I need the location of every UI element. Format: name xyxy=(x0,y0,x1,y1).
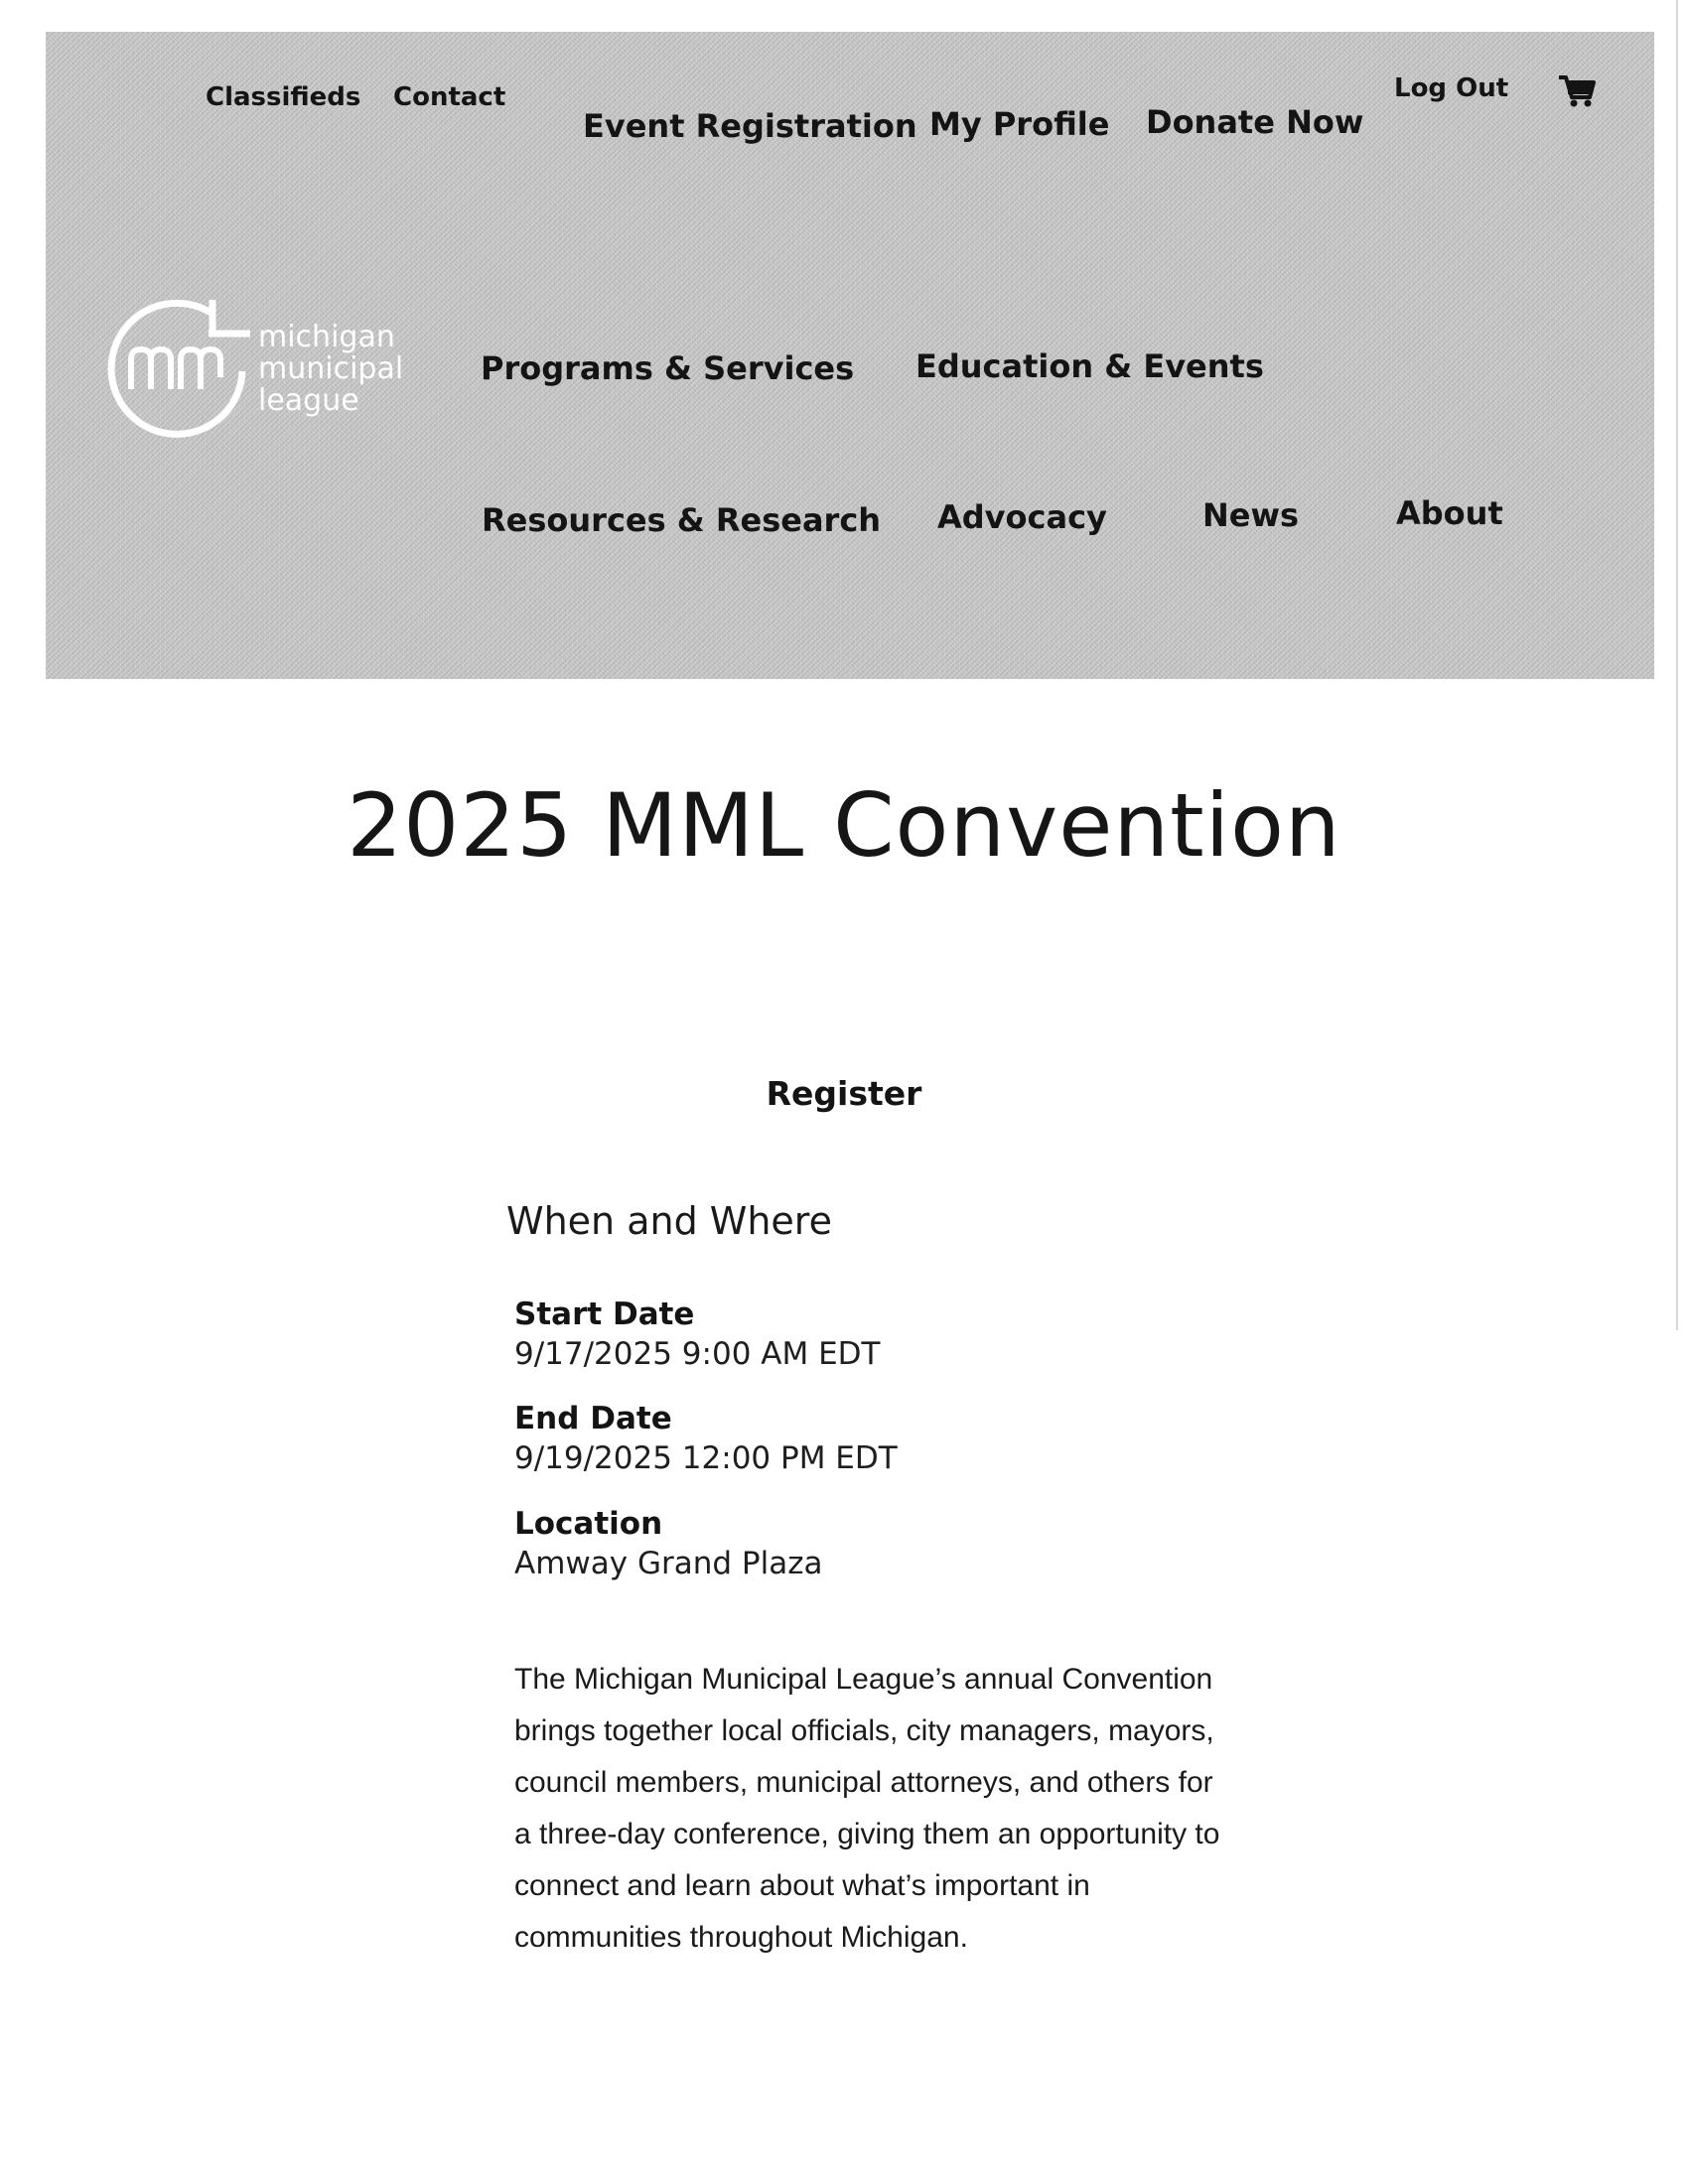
nav-my-profile[interactable]: My Profile xyxy=(929,105,1110,143)
scan-edge xyxy=(1676,0,1678,1330)
log-out-link[interactable]: Log Out xyxy=(1394,73,1509,103)
location-value: Amway Grand Plaza xyxy=(514,1546,823,1581)
event-description: The Michigan Municipal League’s annual Convention brings together local officials, city managers, mayors, council members, municipal attorneys, and others for a three-day conference, giving them an opportunity to connect and learn about what’s important in communities throughout Michigan. xyxy=(514,1663,1220,1954)
location-label: Location xyxy=(514,1506,663,1542)
site-logo[interactable] xyxy=(103,294,441,453)
register-button[interactable]: Register xyxy=(766,1074,922,1113)
logo-wordmark xyxy=(258,322,403,417)
nav-resources-research[interactable]: Resources & Research xyxy=(482,501,882,539)
logo-text-line2: municipal xyxy=(258,351,404,386)
start-date-value: 9/17/2025 9:00 AM EDT xyxy=(514,1336,881,1372)
nav-donate-now[interactable]: Donate Now xyxy=(1146,103,1364,141)
page-title: 2025 MML Convention xyxy=(347,774,1341,877)
nav-about[interactable]: About xyxy=(1396,494,1503,532)
logo-text-line3: league xyxy=(258,383,359,418)
nav-contact[interactable]: Contact xyxy=(393,82,506,112)
nav-event-registration[interactable]: Event Registration xyxy=(583,107,917,145)
nav-programs-services[interactable]: Programs & Services xyxy=(481,349,855,387)
end-date-value: 9/19/2025 12:00 PM EDT xyxy=(514,1440,898,1476)
shopping-cart-icon[interactable] xyxy=(1557,73,1597,109)
end-date-label: End Date xyxy=(514,1401,672,1436)
nav-education-events[interactable]: Education & Events xyxy=(915,347,1264,385)
nav-news[interactable]: News xyxy=(1202,496,1300,534)
mml-logo-icon xyxy=(103,294,262,453)
nav-classifieds[interactable]: Classifieds xyxy=(206,82,361,112)
logo-text-line1: michigan xyxy=(258,320,395,354)
start-date-label: Start Date xyxy=(514,1297,695,1332)
when-where-heading: When and Where xyxy=(506,1199,832,1243)
nav-advocacy[interactable]: Advocacy xyxy=(937,498,1107,536)
